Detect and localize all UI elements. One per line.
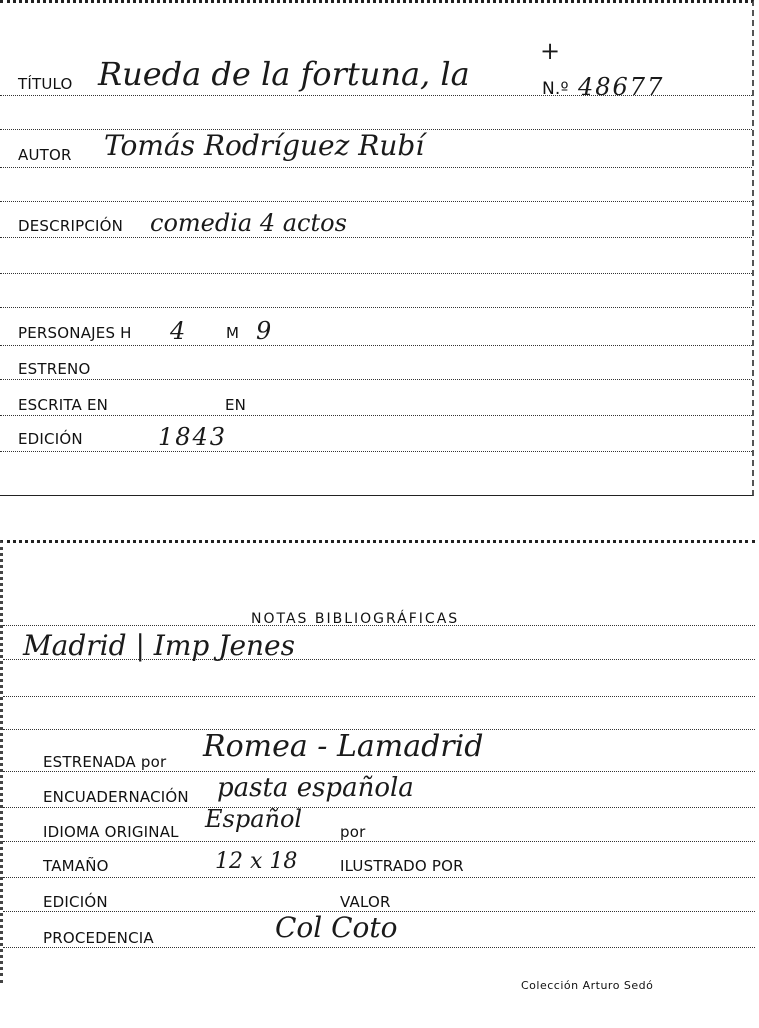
en-label: EN [225,396,247,414]
ruled-line [0,167,752,168]
ruled-line [0,273,752,274]
descripcion-value: comedia 4 actos [150,209,347,237]
titulo-label: TÍTULO [18,75,73,93]
escrita-en-label: ESCRITA EN [18,396,109,414]
valor-label: VALOR [340,893,391,911]
procedencia-label: PROCEDENCIA [43,929,154,947]
edicion-label: EDICIÓN [18,430,83,448]
por-label: por [340,823,366,841]
encuadernacion-value: pasta española [217,773,414,803]
idioma-label: IDIOMA ORIGINAL [43,823,179,841]
ruled-line [3,947,755,948]
descripcion-label: DESCRIPCIÓN [18,217,124,235]
ruled-line [3,696,755,697]
titulo-value: Rueda de la fortuna, la [98,55,470,93]
ruled-line [0,237,752,238]
personajes-label: PERSONAJES H [18,324,132,342]
tamano-value: 12 x 18 [215,849,298,874]
ruled-line [0,451,752,452]
estreno-label: ESTRENO [18,360,91,378]
catalog-card-back [0,540,755,992]
personajes-m-label: M [226,324,240,342]
autor-value: Tomás Rodríguez Rubí [104,129,425,162]
autor-label: AUTOR [18,146,72,164]
notas-value: Madrid | Imp Jenes [23,629,295,662]
estrenada-value: Romea - Lamadrid [203,729,484,764]
personajes-h-value: 4 [170,317,186,345]
ruled-line [0,201,752,202]
cross-mark: + [540,37,561,65]
numero-value: 48677 [578,73,665,101]
tamano-label: TAMAÑO [43,857,109,875]
estrenada-label: ESTRENADA por [43,753,167,771]
collection-footer: Colección Arturo Sedó [521,979,654,992]
ruled-line [3,877,755,878]
ruled-line [3,771,755,772]
ruled-line [0,379,752,380]
edicion-value: 1843 [158,423,228,451]
idioma-value: Español [205,805,303,833]
ruled-line [3,841,755,842]
notas-heading: NOTAS BIBLIOGRÁFICAS [251,611,460,627]
encuadernacion-label: ENCUADERNACIÓN [43,788,189,806]
numero-label: N.º [542,79,569,99]
catalog-card-front [0,0,754,496]
ruled-line [0,307,752,308]
procedencia-value: Col Coto [275,911,398,944]
ruled-line [3,807,755,808]
edicion-back-label: EDICIÓN [43,893,108,911]
ruled-line [0,345,752,346]
personajes-m-value: 9 [256,317,272,345]
ruled-line [0,415,752,416]
ilustrado-label: ILUSTRADO POR [340,857,464,875]
